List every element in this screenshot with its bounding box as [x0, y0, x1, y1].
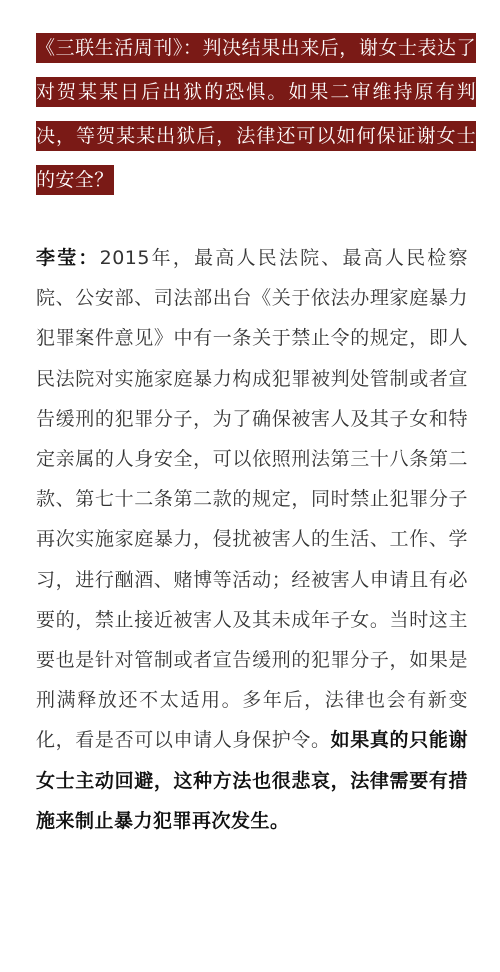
interview-answer [36, 238, 468, 841]
interview-question [36, 26, 476, 202]
answer-bold-closing: 如果真的只能谢女士主动回避，这种方法也很悲哀，法律需要有措施来制止暴力犯罪再次发生。 [36, 729, 468, 832]
speaker-name: 李莹： [36, 247, 100, 269]
answer-body: 2015年，最高人民法院、最高人民检察院、公安部、司法部出台《关于依法办理家庭暴力犯罪案件意见》中有一条关于禁止令的规定，即人民法院对实施家庭暴力构成犯罪被判处管制或者宣告缓刑的犯罪分子，为了确保被害人及其子女和特定亲属的人身安全，可以依照刑法第三十八条第二款、第七十二条第二款的规定，同时禁止犯罪分子再次实施家庭暴力，侵扰被害人的生活、工作、学习，进行酗酒、赌博等活动；经被害人申请且有必要的，禁止接近被害人及其未成年子女。当时这主要也是针对管制或者宣告缓刑的犯罪分子，如果是刑满释放还不太适用。多年后，法律也会有新变化，看是否可以申请人身保护令。 [36, 247, 468, 752]
question-highlight: 《三联生活周刊》：判决结果出来后，谢女士表达了对贺某某日后出狱的恐惧。如果二审维持原有判决，等贺某某出狱后，法律还可以如何保证谢女士的安全？ [36, 33, 476, 195]
